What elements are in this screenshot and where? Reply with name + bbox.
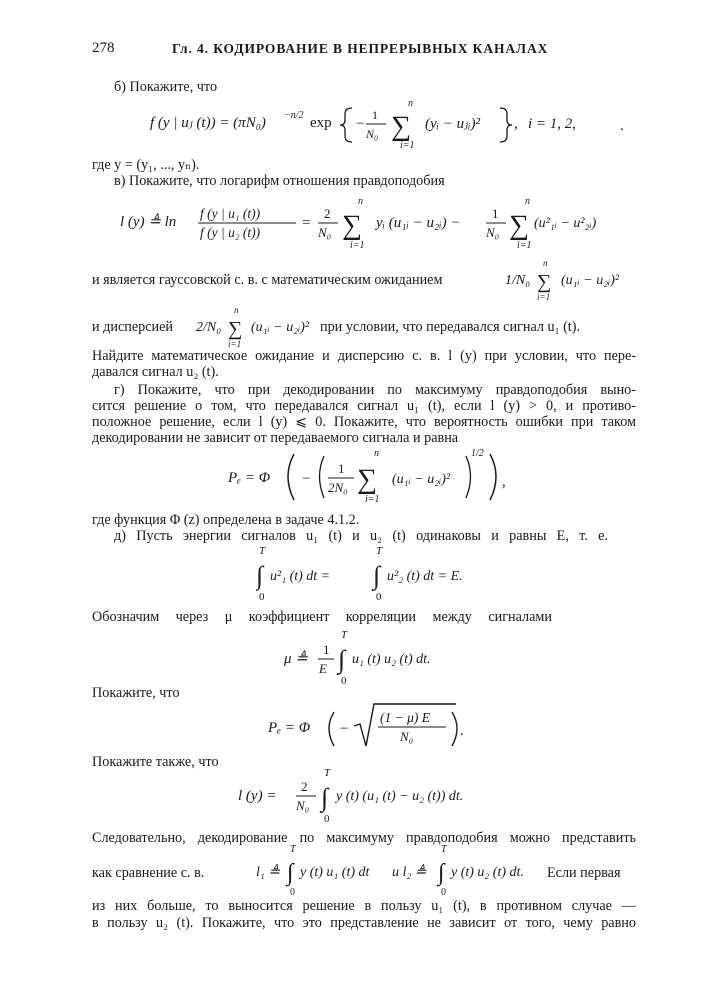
find-line-1: Найдите математическое ожидание и дисперсию с. в. l (y) при условии, что пере- xyxy=(92,348,636,364)
svg-text:0: 0 xyxy=(290,887,295,898)
svg-text:n: n xyxy=(374,448,379,459)
g-line-3: положное решение, если l (y) ⩽ 0. Покажите, что вероятность ошибки при таком xyxy=(92,414,636,430)
phi-def: где функция Φ (z) определена в задаче 4.1.2. xyxy=(92,512,360,528)
svg-text:.: . xyxy=(460,723,464,739)
item-b: б) Покажите, что xyxy=(114,79,218,95)
svg-text:i=1: i=1 xyxy=(365,494,380,505)
find-line-2: давался сигнал u₂ (t). xyxy=(92,364,219,380)
eq-f-exp: −n/2 xyxy=(284,110,304,121)
svg-text:0: 0 xyxy=(441,887,446,898)
svg-text:и l₂ ≜: и l₂ ≜ xyxy=(392,865,427,880)
denote-line: Обозначим через μ коэффициент корреляции между сигналами xyxy=(92,609,552,625)
svg-text:2/N₀: 2/N₀ xyxy=(196,320,222,335)
svg-text:T: T xyxy=(290,844,296,855)
eq-f-exp-word: exp xyxy=(310,115,332,131)
svg-text:n: n xyxy=(543,258,548,268)
svg-text:Pₑ = Φ: Pₑ = Φ xyxy=(268,720,311,736)
svg-text:N₀: N₀ xyxy=(318,225,332,240)
svg-text:1/2: 1/2 xyxy=(471,448,484,459)
disp-tail: при условии, что передавался сигнал u₁ (t). xyxy=(320,319,581,335)
svg-text:0: 0 xyxy=(259,591,265,603)
equation-statistic xyxy=(238,764,508,831)
eq-integral-ly: ∫ xyxy=(321,783,329,812)
show-also-line: Покажите также, что xyxy=(92,754,219,770)
svg-text:1/N₀: 1/N₀ xyxy=(505,273,531,288)
running-title: Гл. 4. КОДИРОВАНИЕ В НЕПРЕРЫВНЫХ КАНАЛАХ xyxy=(172,41,549,56)
last-line-2: в пользу u₂ (t). Покажите, что это представление не зависит от того, чему равно xyxy=(92,915,636,931)
last-line-1: из них больше, то выносится решение в пользу u₁ (t), в противном случае — xyxy=(92,898,636,914)
svg-text:−: − xyxy=(302,471,311,487)
svg-text:0: 0 xyxy=(376,591,382,603)
svg-text:2: 2 xyxy=(301,779,308,794)
svg-text:l₁ ≜: l₁ ≜ xyxy=(256,865,280,880)
d-line-1: д) Пусть энергии сигналов u₁ (t) и u₂ (t) одинаковы и равны E, т. е. xyxy=(114,528,608,544)
eq-f-sum-top: n xyxy=(408,98,413,109)
eq-integral-l1: ∫ xyxy=(287,860,294,886)
eq-mean-sigma: ∑ xyxy=(537,271,552,293)
svg-text:u²₂ (t) dt = E.: u²₂ (t) dt = E. xyxy=(387,569,463,584)
equation-energy xyxy=(256,542,496,609)
where-y: где y = (y₁, ..., yₙ). xyxy=(92,157,200,173)
eq-f-term: (yᵢ − uⱼᵢ)² xyxy=(425,116,480,132)
svg-text:n: n xyxy=(358,196,363,207)
eq-disp-sigma: ∑ xyxy=(228,318,243,340)
svg-text:E: E xyxy=(319,661,327,676)
g-line-2: сится решение о том, что передавался сигнал u₁ (t), если l (y) > 0, и противо- xyxy=(92,398,636,414)
svg-text:Pₑ = Φ: Pₑ = Φ xyxy=(228,470,271,486)
svg-text:=: = xyxy=(302,215,311,231)
svg-text:μ ≜: μ ≜ xyxy=(284,651,308,667)
svg-text:N₀: N₀ xyxy=(296,798,310,813)
svg-text:T: T xyxy=(259,545,266,557)
g-line-4: декодировании не зависит от передаваемого сигнала и равна xyxy=(92,430,459,446)
svg-text:0: 0 xyxy=(341,675,347,687)
svg-text:(u₁ᵢ − u₂ᵢ)²: (u₁ᵢ − u₂ᵢ)² xyxy=(251,320,310,335)
svg-text:0: 0 xyxy=(324,813,330,825)
item-v: в) Покажите, что логарифм отношения правдоподобия xyxy=(114,173,445,189)
svg-text:y (t) u₁ (t) dt: y (t) u₁ (t) dt xyxy=(300,865,370,880)
eq-l-term2: (u²₁ᵢ − u²₂ᵢ) xyxy=(534,216,597,231)
cmp-tail: Если первая xyxy=(547,865,621,881)
eq-l-den: f (y | u₂ (t)) xyxy=(200,225,261,240)
equation-log-likelihood xyxy=(120,192,600,263)
svg-text:−: − xyxy=(340,721,349,737)
cmp-lead: как сравнение с. в. xyxy=(92,865,205,881)
equation-mean xyxy=(505,256,685,309)
svg-text:i=1: i=1 xyxy=(517,240,532,251)
eq-l-lhs: l (y) ≜ ln xyxy=(120,214,177,230)
svg-text:1: 1 xyxy=(338,461,345,476)
svg-text:2: 2 xyxy=(324,206,331,221)
page-header xyxy=(92,40,618,60)
eq-f-sigma: ∑ xyxy=(391,111,411,142)
eq-integral-2: ∫ xyxy=(373,561,381,590)
disp-lead: и дисперсией xyxy=(92,319,174,335)
svg-text:(u₁ᵢ − u₂ᵢ)²: (u₁ᵢ − u₂ᵢ)² xyxy=(392,472,451,487)
svg-text:u₁ (t) u₂ (t) dt.: u₁ (t) u₂ (t) dt. xyxy=(352,652,431,667)
g-line-1: г) Покажите, что при декодировании по максимуму правдоподобия выно- xyxy=(114,382,636,398)
equation-comparison xyxy=(256,842,536,903)
eq-l-sigma-2: ∑ xyxy=(509,210,529,241)
eq-integral-mu: ∫ xyxy=(338,645,346,674)
svg-text:1: 1 xyxy=(323,642,330,657)
equation-likelihood xyxy=(150,92,630,159)
page-number: 278 xyxy=(92,40,115,56)
eq-integral-l2: ∫ xyxy=(438,860,445,886)
svg-text:,: , xyxy=(514,116,518,132)
eq-l-num: f (y | u₁ (t)) xyxy=(200,206,261,221)
eq-f-one: 1 xyxy=(372,108,378,122)
svg-text:y (t) (u₁ (t) − u₂ (t)) dt.: y (t) (u₁ (t) − u₂ (t)) dt. xyxy=(336,789,464,804)
svg-text:N₀: N₀ xyxy=(486,225,500,240)
cons-line: Следовательно, декодирование по максимуму правдоподобия можно представить xyxy=(92,830,636,846)
svg-text:u²₁ (t) dt =: u²₁ (t) dt = xyxy=(270,569,331,584)
svg-text:y (t) u₂ (t) dt.: y (t) u₂ (t) dt. xyxy=(451,865,524,880)
svg-text:,: , xyxy=(502,474,506,490)
show-line: Покажите, что xyxy=(92,685,180,701)
gauss-lead: и является гауссовской с. в. с математическим ожиданием xyxy=(92,272,443,288)
svg-text:n: n xyxy=(525,196,530,207)
svg-text:2N₀: 2N₀ xyxy=(328,480,348,495)
svg-text:(1 − μ) E: (1 − μ) E xyxy=(380,710,430,725)
svg-text:l (y) =: l (y) = xyxy=(238,788,277,804)
svg-text:N₀: N₀ xyxy=(400,729,414,744)
svg-text:T: T xyxy=(441,844,447,855)
svg-text:n: n xyxy=(234,305,239,315)
eq-l-sigma-1: ∑ xyxy=(342,210,362,241)
eq-pe-sigma: ∑ xyxy=(357,464,377,495)
eq-f-lhs: f (y | uⱼ (t)) = (πN₀) xyxy=(150,115,266,131)
eq-f-cond: i = 1, 2, xyxy=(528,116,577,132)
svg-text:.: . xyxy=(620,118,624,134)
svg-text:T: T xyxy=(341,629,348,641)
equation-error-probability xyxy=(228,442,518,515)
equation-correlation xyxy=(284,626,464,693)
svg-text:i=1: i=1 xyxy=(537,292,551,302)
svg-text:T: T xyxy=(376,545,383,557)
eq-f-n0: N₀ xyxy=(366,127,379,141)
svg-text:T: T xyxy=(324,767,331,779)
eq-integral-1: ∫ xyxy=(256,561,264,590)
svg-text:i=1: i=1 xyxy=(228,339,242,349)
svg-text:1: 1 xyxy=(492,206,499,221)
equation-error-probability-2 xyxy=(268,700,478,759)
eq-l-term1: yᵢ (u₁ᵢ − u₂ᵢ) − xyxy=(376,215,461,231)
eq-f-sum-bot: i=1 xyxy=(400,140,415,151)
svg-text:−: − xyxy=(356,116,365,132)
svg-text:(u₁ᵢ − u₂ᵢ)²: (u₁ᵢ − u₂ᵢ)² xyxy=(561,273,620,288)
svg-text:i=1: i=1 xyxy=(350,240,365,251)
